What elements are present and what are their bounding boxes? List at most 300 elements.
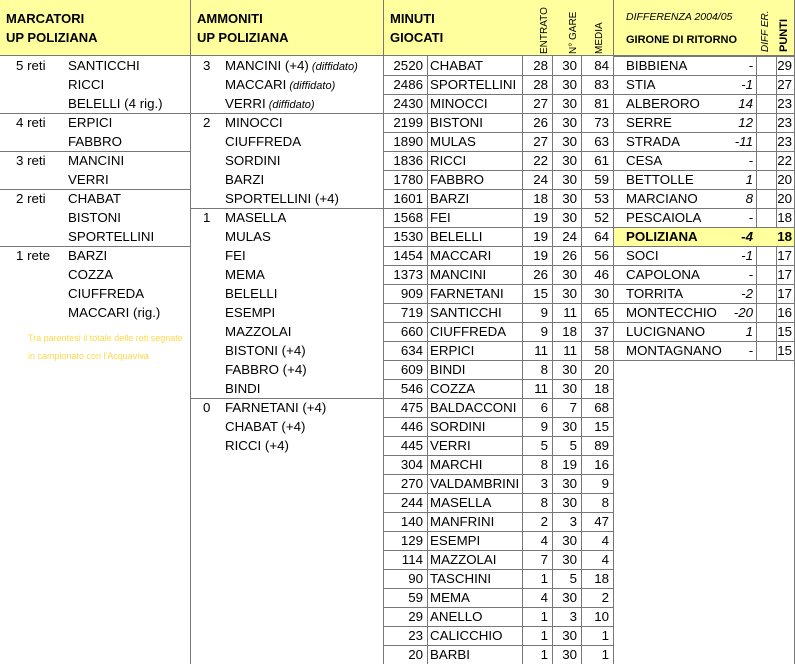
media-value: 15 (594, 419, 609, 434)
entrato-value: 9 (540, 324, 548, 339)
team-name: MONTAGNANO (626, 343, 722, 358)
player-name: VERRI (430, 438, 471, 453)
minutes-value: 445 (400, 438, 423, 453)
gare-value: 30 (562, 419, 577, 434)
diff-value: 12 (738, 115, 753, 130)
diff-value: - (748, 210, 753, 225)
player-name: FABBRO (430, 172, 484, 187)
media-value: 63 (594, 134, 609, 149)
points-value: 15 (777, 324, 792, 339)
minutes-value: 609 (400, 362, 423, 377)
player-name: FARNETANI (+4) (225, 400, 327, 415)
diff-value: -11 (734, 134, 753, 149)
points-value: 23 (777, 134, 792, 149)
cards-count: 1 (203, 210, 211, 225)
player-name: CHABAT (430, 58, 483, 73)
marcatori-title: MARCATORI (6, 11, 85, 26)
booked-player (225, 75, 335, 94)
booked-player (225, 398, 326, 417)
entrato-value: 9 (540, 419, 548, 434)
player-name: MULAS (225, 229, 271, 244)
col-diff: DIFF ER. (760, 10, 771, 52)
entrato-value: 4 (540, 590, 548, 605)
media-value: 4 (601, 533, 609, 548)
entrato-value: 27 (533, 134, 548, 149)
entrato-value: 22 (533, 153, 548, 168)
minutes-value: 29 (408, 609, 423, 624)
note-text: in campionato con l'Acquaviva (28, 351, 149, 361)
player-name: BINDI (430, 362, 466, 377)
player-name: ANELLO (430, 609, 483, 624)
ammoniti-list (191, 56, 384, 664)
booked-player (225, 322, 292, 341)
points-value: 18 (777, 210, 792, 225)
player-name: SORDINI (225, 153, 281, 168)
gare-value: 5 (569, 438, 577, 453)
entrato-value: 6 (540, 400, 548, 415)
media-value: 4 (601, 552, 609, 567)
player-name: FABBRO (+4) (225, 362, 307, 377)
player-name: MANCINI (430, 267, 487, 282)
player-name: MANCINI (+4) (225, 58, 309, 73)
media-value: 89 (594, 438, 609, 453)
classifica-subtitle: GIRONE DI RITORNO (626, 34, 738, 46)
minutes-value: 446 (400, 419, 423, 434)
cards-count: 3 (203, 58, 211, 73)
player-name: RICCI (+4) (225, 438, 289, 453)
player-name: MACCARI (225, 77, 287, 92)
col-media: MEDIA (594, 22, 605, 54)
scorer-name: SPORTELLINI (68, 229, 155, 244)
minutes-value: 909 (400, 286, 423, 301)
gare-value: 30 (562, 381, 577, 396)
points-value: 23 (777, 115, 792, 130)
entrato-value: 1 (540, 571, 548, 586)
media-value: 1 (601, 628, 609, 643)
entrato-value: 1 (540, 628, 548, 643)
diff-value: -1 (741, 248, 753, 263)
booked-player (225, 360, 307, 379)
diff-value: - (748, 343, 753, 358)
minutes-value: 114 (401, 552, 423, 567)
gare-value: 30 (562, 552, 577, 567)
gare-value: 30 (562, 286, 577, 301)
booked-player (225, 170, 264, 189)
col-entrato: ENTRATO (539, 7, 550, 54)
booked-player (225, 94, 315, 113)
media-value: 20 (594, 362, 609, 377)
diff-value: -2 (741, 286, 753, 301)
diff-value: 1 (745, 172, 753, 187)
player-name: BISTONI (430, 115, 483, 130)
player-name: MAZZOLAI (430, 552, 497, 567)
gare-value: 7 (569, 400, 577, 415)
media-value: 46 (594, 267, 609, 282)
booked-player (225, 417, 305, 436)
points-value: 17 (777, 286, 792, 301)
entrato-value: 19 (533, 248, 548, 263)
player-name: BELELLI (430, 229, 483, 244)
player-name: SORDINI (430, 419, 486, 434)
marcatori-list (0, 56, 191, 664)
gare-value: 26 (562, 248, 577, 263)
scorer-name: BELELLI (4 rig.) (68, 96, 163, 111)
minutes-value: 140 (400, 514, 423, 529)
scorer-name: CIUFFREDA (68, 286, 145, 301)
media-value: 30 (594, 286, 609, 301)
entrato-value: 1 (540, 609, 548, 624)
entrato-value: 28 (533, 58, 548, 73)
player-name: MINOCCI (430, 96, 488, 111)
entrato-value: 4 (540, 533, 548, 548)
entrato-value: 19 (533, 229, 548, 244)
scorer-name: VERRI (68, 172, 109, 187)
team-name: CAPOLONA (626, 267, 700, 282)
player-name: COZZA (430, 381, 476, 396)
media-value: 58 (594, 343, 609, 358)
booked-player (225, 113, 283, 132)
team-name: SERRE (626, 115, 672, 130)
diff-value: 8 (745, 191, 753, 206)
points-value: 20 (777, 172, 792, 187)
entrato-value: 5 (540, 438, 548, 453)
diff-value: -4 (741, 229, 753, 244)
points-value: 29 (777, 58, 792, 73)
scorer-name: RICCI (68, 77, 105, 92)
gare-value: 11 (563, 343, 577, 358)
diff-value: -20 (733, 305, 753, 320)
points-value: 15 (777, 343, 792, 358)
classifica-title: DIFFERENZA 2004/05 (626, 11, 733, 23)
player-name: SPORTELLINI (430, 77, 517, 92)
media-value: 8 (601, 495, 609, 510)
diff-value: - (748, 267, 753, 282)
gare-value: 18 (562, 324, 577, 339)
gare-value: 30 (562, 476, 577, 491)
entrato-value: 9 (540, 305, 548, 320)
team-name: TORRITA (626, 286, 684, 301)
scorer-name: ERPICI (68, 115, 113, 130)
player-name: BELELLI (225, 286, 278, 301)
minutes-value: 2199 (393, 115, 423, 130)
booked-player (225, 341, 306, 360)
team-name: STRADA (626, 134, 680, 149)
minutes-value: 1780 (393, 172, 423, 187)
team-name: SOCI (626, 248, 659, 263)
player-name: CIUFFREDA (430, 324, 507, 339)
points-value: 16 (777, 305, 792, 320)
minutes-value: 2486 (393, 77, 423, 92)
media-value: 59 (594, 172, 609, 187)
media-value: 61 (594, 153, 609, 168)
entrato-value: 11 (534, 343, 548, 358)
player-name: FEI (430, 210, 451, 225)
col-gare: N° GARE (568, 11, 579, 54)
gare-value: 30 (562, 172, 577, 187)
media-value: 84 (594, 58, 609, 73)
media-value: 81 (594, 96, 609, 111)
ammoniti-subtitle: UP POLIZIANA (197, 30, 289, 45)
points-value: 17 (777, 267, 792, 282)
scorer-name: FABBRO (68, 134, 122, 149)
gare-value: 30 (562, 96, 577, 111)
player-name: ESEMPI (430, 533, 481, 548)
team-name: MONTECCHIO (626, 305, 717, 320)
entrato-value: 27 (533, 96, 548, 111)
goals-count: 2 reti (16, 191, 46, 206)
diff-value: 14 (738, 96, 753, 111)
gare-value: 19 (562, 457, 577, 472)
media-value: 68 (594, 400, 609, 415)
media-value: 2 (601, 590, 609, 605)
booked-player (225, 246, 246, 265)
diff-value: - (748, 58, 753, 73)
media-value: 73 (594, 115, 609, 130)
media-value: 65 (594, 305, 609, 320)
minutes-value: 2520 (393, 58, 423, 73)
gare-value: 30 (562, 191, 577, 206)
minutes-value: 90 (408, 571, 423, 586)
entrato-value: 3 (540, 476, 548, 491)
media-value: 83 (594, 77, 609, 92)
team-name: BIBBIENA (626, 58, 688, 73)
media-value: 10 (594, 609, 609, 624)
grid-hline (614, 360, 794, 361)
entrato-value: 8 (540, 362, 548, 377)
gare-value: 30 (562, 153, 577, 168)
player-name: MARCHI (430, 457, 483, 472)
player-name: MASELLA (225, 210, 287, 225)
media-value: 16 (594, 457, 609, 472)
player-name: BARZI (430, 191, 470, 206)
player-name: MAZZOLAI (225, 324, 292, 339)
diff-value: 1 (745, 324, 753, 339)
entrato-value: 2 (540, 514, 548, 529)
booked-player (225, 436, 289, 455)
player-name: MEMA (225, 267, 265, 282)
player-name: BISTONI (+4) (225, 343, 306, 358)
media-value: 52 (594, 210, 609, 225)
points-value: 27 (777, 77, 792, 92)
diff-value: -1 (741, 77, 753, 92)
player-name: CALICCHIO (430, 628, 503, 643)
player-name: VERRI (225, 96, 266, 111)
points-value: 23 (777, 96, 792, 111)
goals-count: 1 rete (16, 248, 51, 263)
scorer-name: BISTONI (68, 210, 121, 225)
entrato-value: 15 (533, 286, 548, 301)
points-value: 17 (777, 248, 792, 263)
cards-count: 0 (203, 400, 211, 415)
player-name: MANFRINI (430, 514, 495, 529)
diffidato-tag: (diffidato) (308, 61, 358, 73)
entrato-value: 24 (533, 172, 548, 187)
gare-value: 3 (569, 514, 577, 529)
booked-player (225, 227, 271, 246)
gare-value: 30 (562, 495, 577, 510)
player-name: MACCARI (430, 248, 492, 263)
entrato-value: 8 (540, 495, 548, 510)
media-value: 56 (594, 248, 609, 263)
team-name: LUCIGNANO (626, 324, 706, 339)
gare-value: 3 (569, 609, 577, 624)
booked-player (225, 151, 280, 170)
player-name: RICCI (430, 153, 467, 168)
classifica-header (614, 0, 795, 56)
player-name: VALDAMBRINI (430, 476, 520, 491)
minutes-value: 20 (408, 647, 423, 662)
team-name: BETTOLLE (626, 172, 694, 187)
minutes-value: 634 (400, 343, 423, 358)
player-name: MEMA (430, 590, 470, 605)
player-name: BINDI (225, 381, 261, 396)
entrato-value: 8 (540, 457, 548, 472)
entrato-value: 11 (534, 381, 548, 396)
minutes-value: 1568 (393, 210, 423, 225)
booked-player (225, 132, 301, 151)
media-value: 64 (594, 229, 609, 244)
player-name: CIUFFREDA (225, 134, 302, 149)
media-value: 9 (601, 476, 609, 491)
media-value: 18 (594, 571, 609, 586)
gare-value: 30 (562, 210, 577, 225)
minutes-value: 270 (400, 476, 423, 491)
team-name: MARCIANO (626, 191, 698, 206)
player-name: ESEMPI (225, 305, 276, 320)
gare-value: 30 (562, 362, 577, 377)
group-separator (191, 113, 383, 114)
scorer-name: SANTICCHI (68, 58, 140, 73)
player-name: BALDACCONI (430, 400, 517, 415)
gare-value: 30 (562, 590, 577, 605)
points-value: 20 (777, 191, 792, 206)
player-name: FARNETANI (430, 286, 504, 301)
media-value: 1 (601, 647, 609, 662)
minuti-title: MINUTI (390, 11, 435, 26)
booked-player (225, 265, 265, 284)
col-punti: PUNTI (778, 19, 790, 52)
player-name: MASELLA (430, 495, 492, 510)
ammoniti-header (191, 0, 384, 56)
player-name: FEI (225, 248, 246, 263)
team-name: CESA (626, 153, 663, 168)
minutes-value: 546 (400, 381, 423, 396)
ammoniti-title: AMMONITI (197, 11, 263, 26)
booked-player (225, 189, 339, 208)
team-name: PESCAIOLA (626, 210, 702, 225)
team-name: POLIZIANA (626, 229, 698, 244)
minutes-value: 660 (400, 324, 423, 339)
media-value: 53 (594, 191, 609, 206)
booked-player (225, 303, 275, 322)
gare-value: 30 (562, 115, 577, 130)
team-name: STIA (626, 77, 656, 92)
media-value: 47 (594, 514, 609, 529)
note-text: Tra parentesi il totale delle reti segnate (28, 333, 183, 343)
group-separator (191, 208, 383, 209)
booked-player (225, 208, 286, 227)
entrato-value: 7 (540, 552, 548, 567)
gare-value: 24 (562, 229, 577, 244)
diffidato-tag: (diffidato) (286, 80, 336, 92)
minutes-value: 1454 (393, 248, 423, 263)
marcatori-header (0, 0, 191, 56)
minutes-value: 129 (400, 533, 423, 548)
points-value: 18 (777, 229, 792, 244)
minuti-header (384, 0, 614, 56)
scorer-name: MANCINI (68, 153, 125, 168)
minuti-table (384, 56, 614, 664)
scorer-name: MACCARI (rig.) (68, 305, 161, 320)
player-name: ERPICI (430, 343, 475, 358)
minutes-value: 1836 (393, 153, 423, 168)
minutes-value: 2430 (393, 96, 423, 111)
entrato-value: 26 (533, 115, 548, 130)
minuti-subtitle: GIOCATI (390, 30, 444, 45)
player-name: SANTICCHI (430, 305, 502, 320)
scorer-name: CHABAT (68, 191, 121, 206)
scorer-name: BARZI (68, 248, 108, 263)
goals-count: 3 reti (16, 153, 46, 168)
media-value: 37 (594, 324, 609, 339)
booked-player (225, 379, 260, 398)
team-name: ALBERORO (626, 96, 700, 111)
goals-count: 4 reti (16, 115, 46, 130)
media-value: 18 (594, 381, 609, 396)
gare-value: 30 (562, 77, 577, 92)
minutes-value: 244 (400, 495, 423, 510)
player-name: BARZI (225, 172, 265, 187)
player-name: MULAS (430, 134, 476, 149)
minutes-value: 23 (408, 628, 423, 643)
player-name: CHABAT (+4) (225, 419, 306, 434)
minutes-value: 1890 (393, 134, 423, 149)
booked-player (225, 284, 278, 303)
minutes-value: 59 (408, 590, 423, 605)
minutes-value: 1601 (393, 191, 423, 206)
gare-value: 30 (562, 533, 577, 548)
player-name: SPORTELLINI (+4) (225, 191, 339, 206)
minutes-value: 475 (400, 400, 423, 415)
gare-value: 30 (562, 628, 577, 643)
gare-value: 30 (562, 647, 577, 662)
entrato-value: 1 (540, 647, 548, 662)
gare-value: 5 (569, 571, 577, 586)
classifica-table (614, 56, 795, 664)
diffidato-tag: (diffidato) (265, 99, 315, 111)
minutes-value: 1530 (393, 229, 423, 244)
minutes-value: 719 (400, 305, 423, 320)
points-value: 22 (777, 153, 792, 168)
diff-value: - (748, 153, 753, 168)
entrato-value: 19 (533, 210, 548, 225)
scorer-name: COZZA (68, 267, 114, 282)
gare-value: 30 (562, 58, 577, 73)
player-name: BARBI (430, 647, 470, 662)
entrato-value: 26 (533, 267, 548, 282)
goals-count: 5 reti (16, 58, 46, 73)
cards-count: 2 (203, 115, 211, 130)
booked-player (225, 56, 358, 75)
entrato-value: 18 (533, 191, 548, 206)
entrato-value: 28 (533, 77, 548, 92)
player-name: MINOCCI (225, 115, 283, 130)
minutes-value: 304 (400, 457, 423, 472)
marcatori-subtitle: UP POLIZIANA (6, 30, 98, 45)
gare-value: 30 (562, 134, 577, 149)
gare-value: 11 (563, 305, 577, 320)
minutes-value: 1373 (393, 267, 423, 282)
